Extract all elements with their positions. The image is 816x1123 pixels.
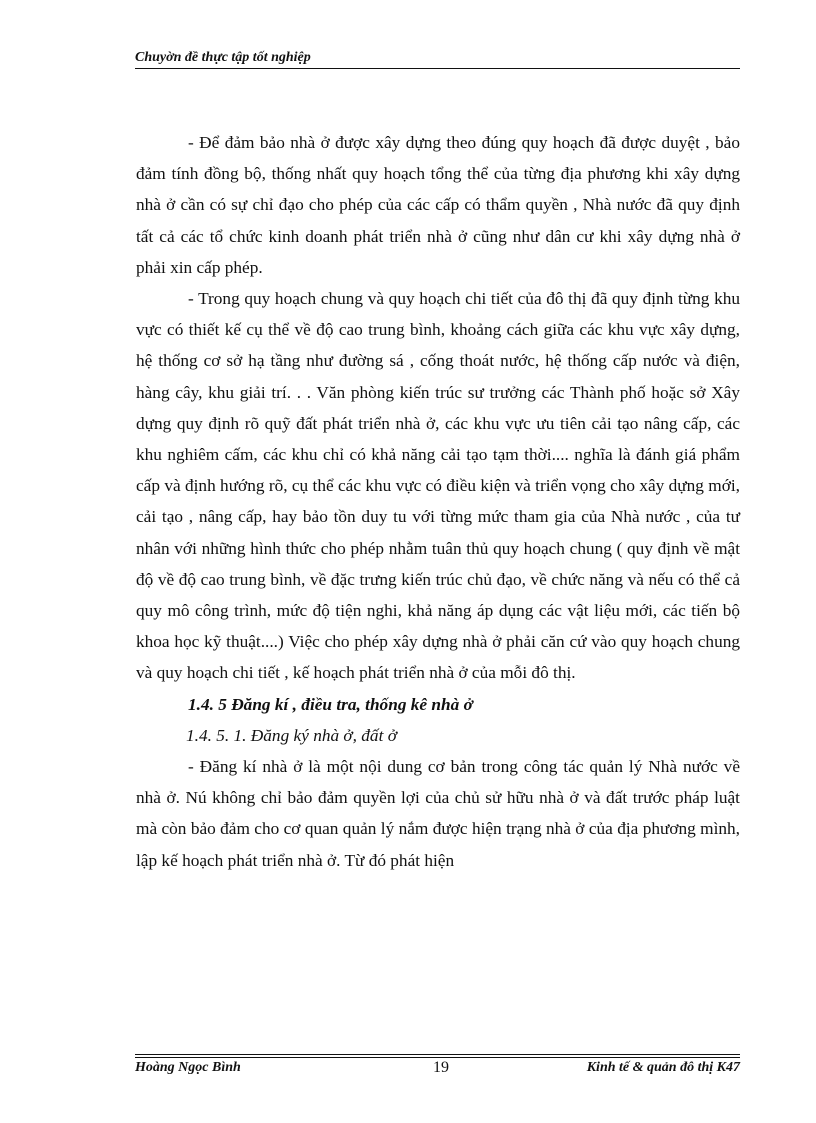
footer-author: Hoàng Ngọc Bình (135, 1060, 241, 1075)
header-divider (135, 68, 740, 69)
paragraph-building-permit: - Để đảm bảo nhà ở được xây dựng theo đúng quy hoạch đã được duyệt , bảo đảm tính đồng bộ, thống nhất quy hoạch tổng thể của từng địa phương khi xây dựng nhà ở cần có sự chỉ đạo cho phép của các cấp có thẩm quyền , Nhà nước đã quy định tất cả các tổ chức kinh doanh phát triển nhà ở cũng như dân cư khi xây dựng nhà ở phải xin cấp phép. (136, 133, 740, 277)
section-heading: 1.4. 5 Đăng kí , điều tra, thống kê nhà ở (188, 694, 473, 714)
paragraph-registration: - Đăng kí nhà ở là một nội dung cơ bản trong công tác quản lý Nhà nước về nhà ở. Nú không chỉ bảo đảm quyền lợi của chủ sử hữu nhà ở và đất trước pháp luật mà còn bảo đảm cho cơ quan quản lý nắm được hiện trạng nhà ở của địa phương mình, lập kế hoạch phát triển nhà ở. Từ đó phát hiện (136, 757, 740, 870)
page-number: 19 (433, 1059, 449, 1076)
footer-department: Kinh tế & quản đô thị K47 (586, 1060, 740, 1075)
footer-divider-top (135, 1054, 740, 1055)
page-footer (135, 1050, 740, 1080)
header-title: Chuyờn đề thực tập tốt nghiệp (135, 50, 311, 65)
subsection-heading: 1.4. 5. 1. Đăng ký nhà ở, đất ở (186, 725, 397, 745)
page-header (135, 49, 740, 67)
document-body (136, 127, 740, 876)
paragraph-planning: - Trong quy hoạch chung và quy hoạch chi tiết của đô thị đã quy định từng khu vực có thiết kế cụ thể về độ cao trung bình, khoảng cách giữa các khu vực xây dựng, hệ thống cơ sở hạ tầng như đường sá , cống thoát nước, hệ thống cấp nước và điện, hàng cây, khu giải trí. . . Văn phòng kiến trúc sư trưởng các Thành phố hoặc sở Xây dựng quy định rõ quỹ đất phát triển nhà ở, các khu vực ưu tiên cải tạo nâng cấp, các khu nghiêm cấm, các khu chỉ có khả năng cải tạo tạm thời.... nghĩa là đánh giá phẩm cấp và định hướng rõ, cụ thể các khu vực có điều kiện và triển vọng cho xây dựng mới, cải tạo , nâng cấp, hay bảo tồn duy tu với từng mức tham gia của Nhà nước , của tư nhân với những hình thức cho phép nhằm tuân thủ quy hoạch chung ( quy định về mật độ về độ cao trung bình, về đặc trưng kiến trúc chủ đạo, về chức năng và nếu có thể cả quy mô công trình, mức độ tiện nghi, khả năng áp dụng các vật liệu mới, các tiến bộ khoa học kỹ thuật....) Việc cho phép xây dựng nhà ở phải căn cứ vào quy hoạch chung và quy hoạch chi tiết , kế hoạch phát triển nhà ở của mỗi đô thị. (136, 289, 740, 683)
footer-divider-bottom (135, 1057, 740, 1058)
